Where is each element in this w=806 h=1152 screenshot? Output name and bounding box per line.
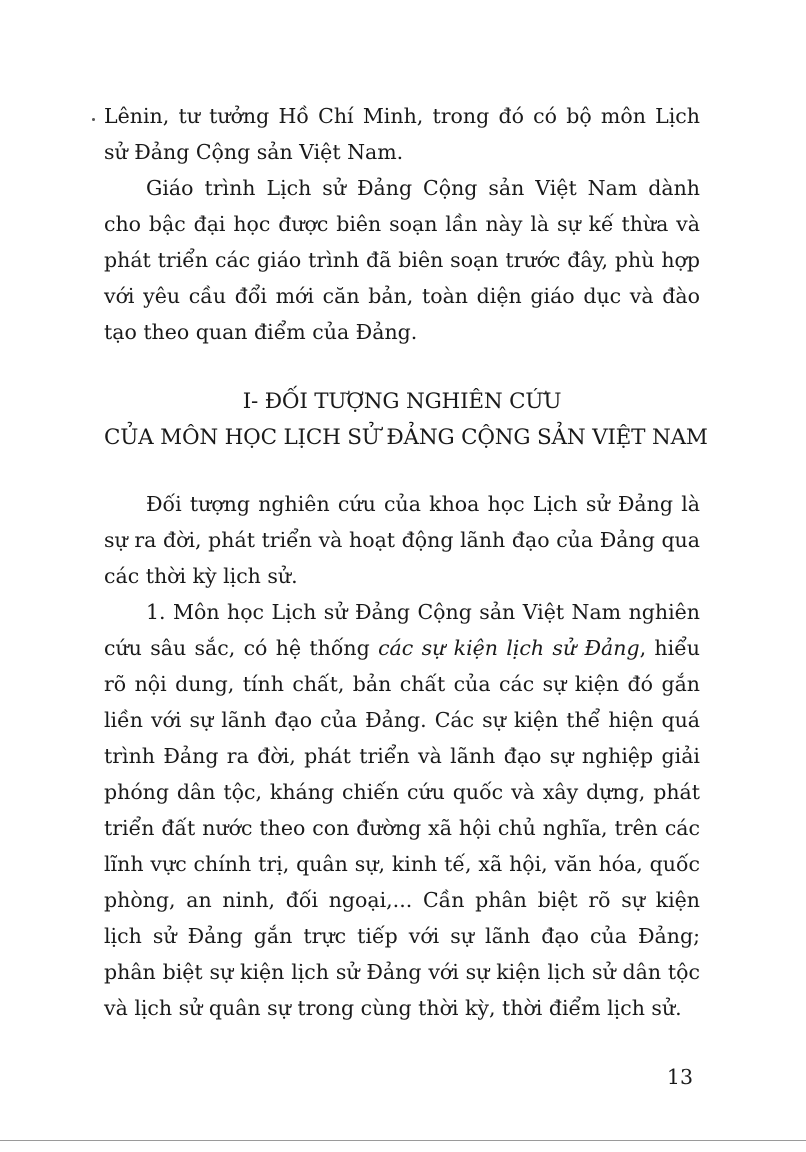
paragraph-2-rest: , hiểu rõ nội dung, tính chất, bản chất của các sự kiện đó gắn liền với sự lãnh đạo của Đảng. Các sự kiện thể hiện quá trình Đảng ra đời, phát triển và lãnh đạo sự nghiệp giải phóng dân tộc, kháng chiến cứu quốc và xây dựng, phát triển đất nước theo con đường xã hội chủ nghĩa, trên các lĩnh vực chính trị, quân sự, kinh tế, xã hội, văn hóa, quốc phòng, an ninh, đối ngoại,... Cần phân biệt rõ sự kiện lịch sử Đảng gắn trực tiếp với sự lãnh đạo của Đảng; phân biệt sự kiện lịch sử Đảng với sự kiện lịch sử dân tộc và lịch sử quân sự trong cùng thời kỳ, thời điểm lịch sử. xyxy=(104,636,701,1020)
paragraph-2-lead: 1. Môn học Lịch sử Đảng Cộng sản Việt Nam nghiên cứu sâu sắc, có hệ thống xyxy=(104,600,700,660)
section-paragraph-1: Đối tượng nghiên cứu của khoa học Lịch sử Đảng là sự ra đời, phát triển và hoạt động lãnh đạo của Đảng qua các thời kỳ lịch sử. xyxy=(104,492,700,588)
intro-paragraph-2: Giáo trình Lịch sử Đảng Cộng sản Việt Nam dành cho bậc đại học được biên soạn lần này là sự kế thừa và phát triển các giáo trình đã biên soạn trước đây, phù hợp với yêu cầu đổi mới căn bản, toàn diện giáo dục và đào tạo theo quan điểm của Đảng. xyxy=(104,176,700,344)
intro-text xyxy=(104,98,700,350)
intro-paragraph-1: Lênin, tư tưởng Hồ Chí Minh, trong đó có bộ môn Lịch sử Đảng Cộng sản Việt Nam. xyxy=(104,104,700,164)
section-heading-line-2: CỦA MÔN HỌC LỊCH SỬ ĐẢNG CỘNG SẢN VIỆT NAM xyxy=(104,425,708,450)
section-text xyxy=(104,486,700,1026)
section-paragraph-2 xyxy=(104,594,700,1026)
page-bottom-edge xyxy=(0,1140,806,1141)
page-number: 13 xyxy=(666,1065,693,1089)
paragraph-2-emphasis: các sự kiện lịch sử Đảng xyxy=(378,636,640,660)
section-heading-line-1: I- ĐỐI TƯỢNG NGHIÊN CỨU xyxy=(242,389,562,414)
section-heading xyxy=(104,384,708,456)
scan-speck xyxy=(92,118,95,121)
